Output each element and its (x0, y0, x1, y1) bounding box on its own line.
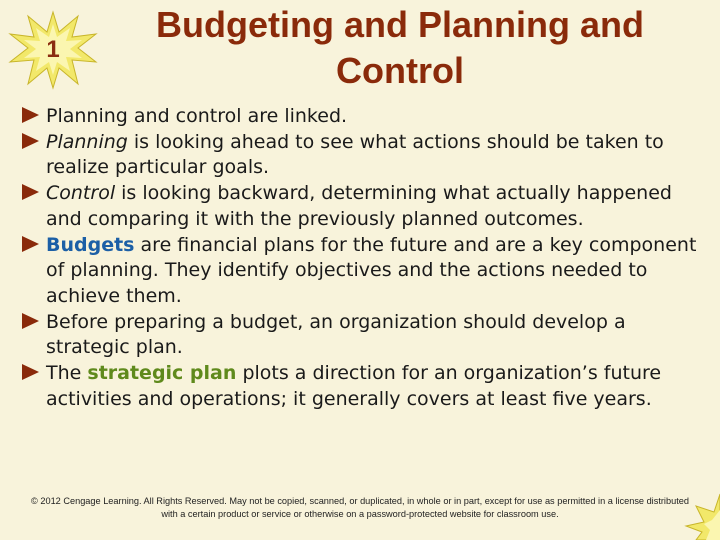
objective-number: 1 (46, 36, 60, 63)
bullet-item (22, 233, 702, 310)
triangle-arrow-icon (22, 364, 39, 380)
copyright-footer: © 2012 Cengage Learning. All Rights Reserved. May not be copied, scanned, or duplicated, in whole or in part, except for use as permitted in a license distributed with a certain product or service or otherwise on a password-protected website for classroom use. (31, 496, 689, 519)
triangle-arrow-icon (22, 184, 39, 200)
term-control: Control (46, 182, 116, 205)
bullet-text: Before preparing a budget, an organization should develop a strategic plan. (46, 310, 626, 359)
bullet-item (22, 104, 702, 130)
triangle-arrow-icon (22, 236, 39, 252)
title-line-2: Control (336, 50, 464, 91)
triangle-arrow-icon (22, 133, 39, 149)
bullet-item (22, 181, 702, 232)
term-planning: Planning (46, 130, 128, 153)
bullet-item (22, 361, 702, 412)
term-budgets: Budgets (46, 233, 135, 256)
bullet-text: plots a direction for an organization’s future activities and operations; it generally covers at least five years. (46, 362, 662, 410)
triangle-arrow-icon (22, 107, 39, 123)
title-line-1: Budgeting and Planning and (156, 4, 644, 45)
slide-title (110, 2, 690, 94)
bullet-text: is looking ahead to see what actions should be taken to realize particular goals. (46, 130, 664, 179)
term-strategic-plan: strategic plan (87, 362, 237, 385)
corner-starburst-icon (668, 488, 720, 540)
objective-badge (8, 10, 98, 90)
bullet-item (22, 130, 702, 181)
bullet-item (22, 310, 702, 361)
bullet-text: are financial plans for the future and are a key component of planning. They identify objectives and the actions needed to achieve them. (46, 233, 697, 307)
bullet-text: The (46, 362, 88, 385)
bullet-text: Planning and control are linked. (46, 105, 348, 127)
bullet-list (22, 104, 702, 412)
bullet-text: is looking backward, determining what actually happened and comparing it with the previously planned outcomes. (46, 182, 672, 230)
triangle-arrow-icon (22, 313, 39, 329)
